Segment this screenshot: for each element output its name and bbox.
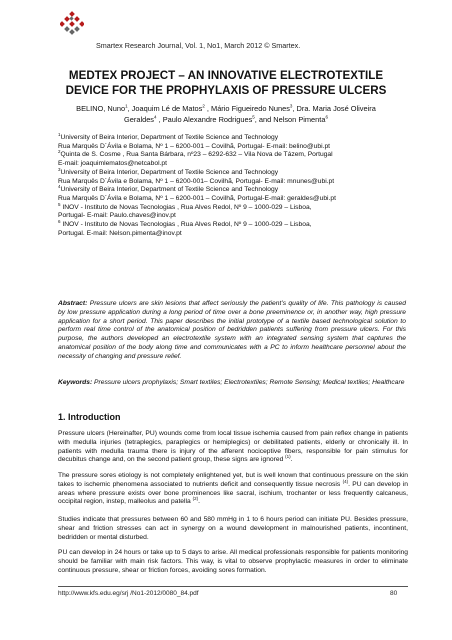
citation-ref: (2)	[192, 496, 199, 502]
author-geraldes-b: Geraldes	[124, 114, 155, 124]
journal-header: Smartex Research Journal, Vol. 1, No1, March 2012 © Smartex.	[96, 41, 301, 50]
author-list: BELINO, Nuno$^1$, Joaquim Lé de Matos$^2$ , Mário Figueiredo Nunes$^3$, Dra. Maria José Oliveira Geraldes$^4$ , Paulo Alexandre Rodrigues$^5$, and Nelson Pimenta$^6$	[76, 103, 376, 124]
keywords	[58, 379, 406, 388]
abstract-label: Abstract:	[58, 300, 88, 307]
paper-title	[44, 69, 408, 98]
journal-logo-icon	[60, 11, 84, 35]
affiliation-item: $^1$University of Beira Interior, Department of Textile Science and Technology	[58, 131, 279, 141]
affiliation-item: $^2$Quinta de S. Cosme , Rua Santa Bárbara, nº23 – 6292-632 – Vila Nova de Tázem, Portugal	[58, 149, 333, 159]
footer-url-link[interactable]: http://www.kfs.edu.eg/srj /No1-2012/0080_84.pdf	[58, 590, 199, 597]
section-heading-introduction: 1. Introduction	[58, 412, 121, 422]
author-rodrigues: , Paulo Alexandre Rodrigues	[156, 114, 253, 124]
keywords-label: Keywords:	[58, 379, 93, 386]
page-number: 80	[390, 590, 398, 597]
author-geraldes-a: , Dra. Maria José Oliveira	[292, 104, 376, 113]
affiliation-item: $^6$ INOV - Instituto de Novas Tecnologias , Rua Alves Redol, Nº 9 – 1000-029 – Lisboa,	[58, 218, 312, 229]
abstract-text: Pressure ulcers are skin lesions that affect seriously the patient’s quality of life. This pathology is caused by low pressure application during a long period of time over a bone preeminence or, in another way, high pressure application for a short period. This paper describes the initial prototype of a textile based technological solution to perform real time control of the anatomical position of bedridden patients suffering from pressure ulcers. For this purpose, the authors developed an electrotextile system with an integrated sensing system that captures the anatomical position of the body along time and communicates with a PC to inform healthcare personnel about the necessity of changing and pressure relief.	[58, 300, 406, 360]
citation-ref: (1)	[285, 454, 291, 460]
body-paragraph: The pressure sores etiology is not completely enlightened yet, but is well known that continuous pressure on the skin takes to ischemic phenomena associated to nutrients deficit and consequently tissue necrosis $^{(4)}$. PU can develop in areas where pressure exists over bone prominences like sacral, ischium, trochanter or less frequently calcaneus, occipital region, instep, malleolus and patella $^{(2)}$.	[58, 472, 408, 506]
abstract	[58, 300, 406, 362]
author-belino: BELINO, Nuno	[76, 104, 126, 113]
author-pimenta: , and Nelson Pimenta	[254, 114, 326, 124]
author-matos: , Joaquim Lé de Matos	[127, 104, 203, 113]
keywords-text: Pressure ulcers prophylaxis; Smart textiles; Electrotextiles; Remote Sensing; Medical textiles; Healthcare	[92, 379, 405, 386]
affiliation-list: $^1$University of Beira Interior, Department of Textile Science and Technology Rua Marquês D´Ávila e Bolama, Nº 1 – 6200-001 – Covilhã, Portugal- E-mail: belino@ubi.pt $^2$Quinta de S. Cosme , Rua Santa Bárbara, nº23 – 6292-632 – Vila Nova de Tázem, Portugal E-mail: joaquimlematos@netcabol.pt $^3$University of Beira Interior, Department of Textile Science and Technology Rua Marquês D´Ávila e Bolama, Nº 1 – 6200-001– Covilhã, Portugal- E-mail: mnunes@ubi.pt $^4$University of Beira Interior, Department of Textile Science and Technology Rua Marquês D´Ávila e Bolama, Nº 1 – 6200-001 – Covilhã, Portugal-E-mail: geraldes@ubi.pt $^5$ INOV - Instituto de Novas Tecnologias , Rua Alves Redol, Nº 9 – 1000-029 – Lisboa, Portugal- E-mail: Paulo.chaves@inov.pt $^6$ INOV - Instituto de Novas Tecnologias , Rua Alves Redol, Nº 9 – 1000-029 – Lisboa, Portugal. E-mail: Nelson.pimenta@inov.pt	[58, 134, 408, 238]
body-paragraph: Pressure ulcers (Hereinafter, PU) wounds come from local tissue ischemia caused from pain reflex change in patients with medulla injuries (tetraplegics, paraplegics or hemiplegics) or debilitated patients, elderly or chronically ill. In patients with medulla trauma there is injury of the afferent nociceptive fibers, responsible for pain stimulus for decubitus change and, on the second patient group, these signs are ignored $^{(1)}$.	[58, 430, 408, 464]
footer-divider	[58, 586, 408, 587]
title-line-2: DEVICE FOR THE PROPHYLAXIS OF PRESSURE ULCERS	[65, 83, 387, 97]
affiliation-item: $^3$University of Beira Interior, Department of Textile Science and Technology	[58, 166, 279, 176]
affiliation-item: $^5$ INOV - Instituto de Novas Tecnologias , Rua Alves Redol, Nº 9 – 1000-029 – Lisboa,	[58, 201, 312, 211]
title-line-1: MEDTEX PROJECT – AN INNOVATIVE ELECTROTEXTILE	[68, 69, 384, 82]
body-paragraph: PU can develop in 24 hours or take up to 5 days to arise. All medical professionals responsible for patients monitoring should be familiar with main risk factors. This way, is vital to observe prophylactic measures in order to eliminate continuous pressure, shear or friction forces, avoiding sores formation.	[58, 549, 408, 574]
affiliation-item: $^4$University of Beira Interior, Department of Textile Science and Technology	[58, 183, 279, 194]
author-nunes: , Mário Figueiredo Nunes	[204, 104, 290, 113]
body-paragraph: Studies indicate that pressures between 60 and 580 mmHg in 1 to 6 hours period can initiate PU. Besides pressure, shear and friction stresses can act in synergy on a wound development in malnourished patients, incontinent, bedridden or mental disturbed.	[58, 516, 408, 541]
citation-ref: (4)	[342, 478, 349, 484]
